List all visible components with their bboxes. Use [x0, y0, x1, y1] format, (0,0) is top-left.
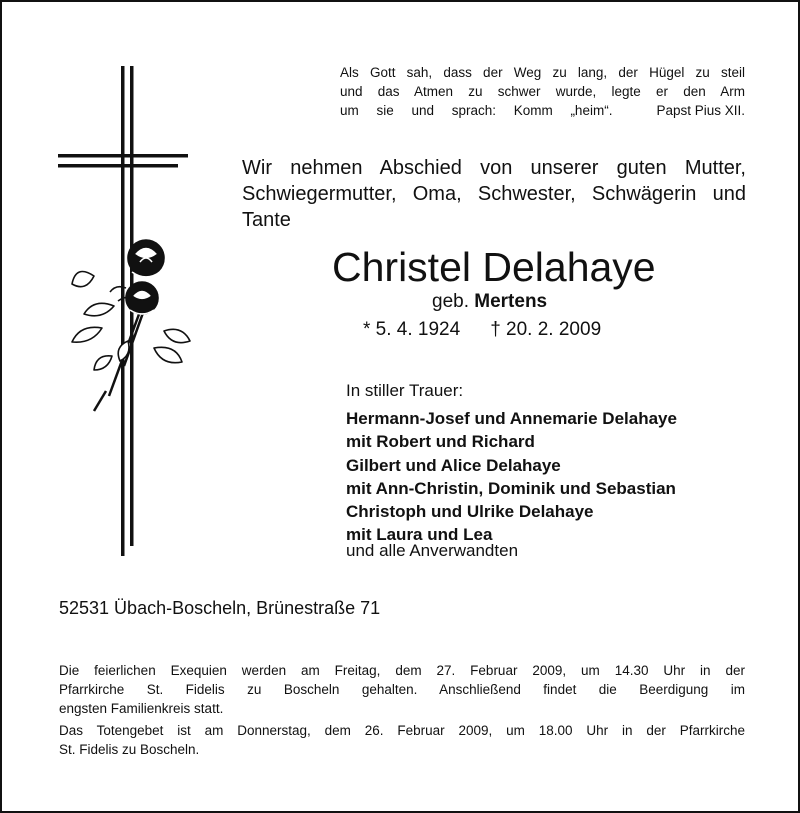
quote-line-text: um sie und sprach: Komm „heim“. [340, 103, 613, 118]
birth-date: * 5. 4. 1924 [363, 319, 461, 340]
quote-block [340, 63, 745, 120]
intro-line: Tante [242, 209, 291, 231]
notice-line: Pfarrkirche St. Fidelis zu Boscheln gehalten. Anschließend findet die Beerdigung im [59, 682, 745, 697]
cross-icon [58, 66, 188, 556]
maiden-surname: Mertens [474, 291, 548, 312]
funeral-notice [59, 661, 745, 718]
life-dates [363, 318, 601, 342]
quote-line: Als Gott sah, dass der Weg zu lang, der Hügel zu steil [340, 65, 745, 80]
mourning-label: In stiller Trauer: [346, 381, 464, 400]
quote-line: und das Atmen zu schwer wurde, legte er den Arm [340, 84, 745, 99]
quote-author: Papst Pius XII. [656, 103, 745, 118]
death-date: † 20. 2. 2009 [490, 319, 602, 340]
cross-with-rose-icon [54, 66, 204, 556]
notice-line: St. Fidelis zu Boscheln. [59, 742, 200, 757]
quote-line [340, 101, 745, 120]
deceased-name: Christel Delahaye [332, 244, 656, 290]
notice-line: engsten Familienkreis statt. [59, 701, 224, 716]
notice-line: Die feierlichen Exequien werden am Freitag, dem 27. Februar 2009, um 14.30 Uhr in der [59, 663, 745, 678]
intro-line: Wir nehmen Abschied von unserer guten Mutter, [242, 157, 746, 179]
family-line: mit Ann-Christin, Dominik und Sebastian [346, 478, 676, 498]
intro-text [242, 155, 746, 233]
family-line: mit Robert und Richard [346, 432, 535, 452]
maiden-prefix: geb. [432, 291, 469, 312]
address: 52531 Übach-Boscheln, Brünestraße 71 [59, 598, 381, 618]
family-list [346, 407, 677, 547]
family-line: Gilbert und Alice Delahaye [346, 455, 561, 475]
notice-line: Das Totengebet ist am Donnerstag, dem 26. Februar 2009, um 18.00 Uhr in der Pfarrkirche [59, 723, 745, 738]
maiden-name [432, 290, 547, 314]
family-line: Christoph und Ulrike Delahaye [346, 502, 594, 522]
prayer-notice [59, 721, 745, 759]
family-line: Hermann-Josef und Annemarie Delahaye [346, 409, 677, 428]
intro-line: Schwiegermutter, Oma, Schwester, Schwägerin und [242, 183, 746, 205]
family-line: mit Laura und Lea [346, 525, 493, 545]
relatives-line: und alle Anverwandten [346, 541, 519, 560]
